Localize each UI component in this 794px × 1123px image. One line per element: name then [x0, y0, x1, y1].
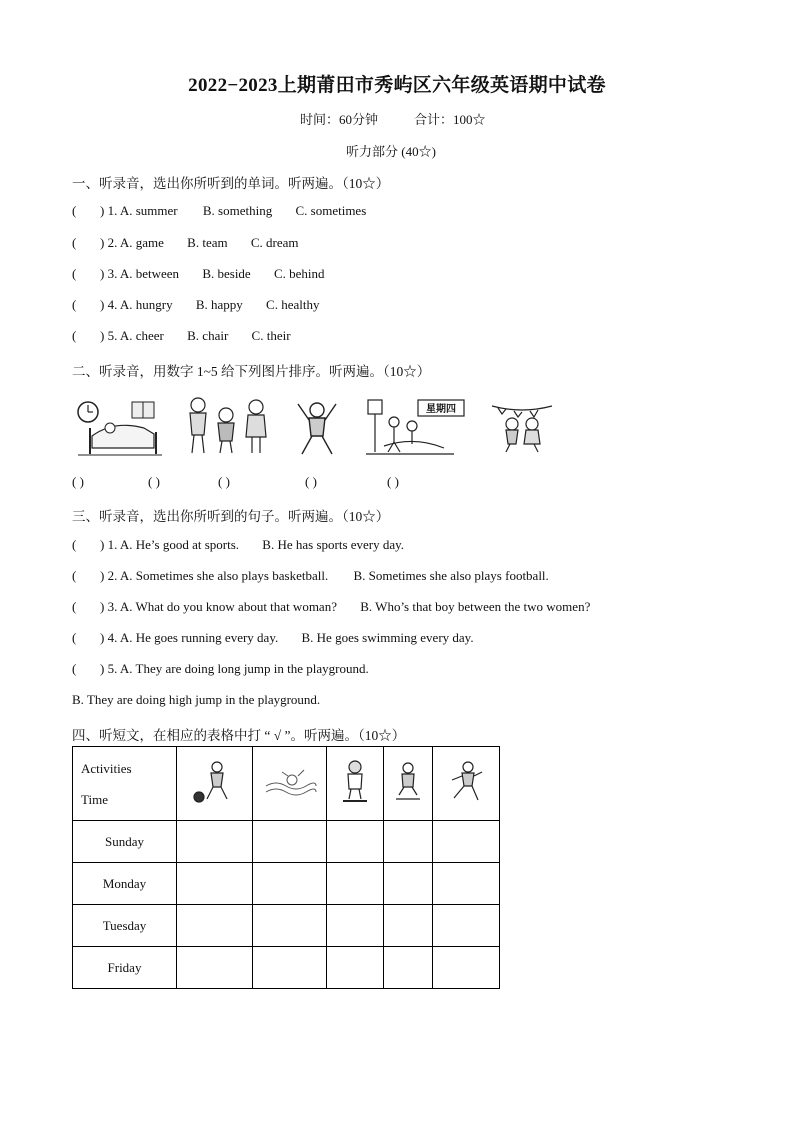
picture-party — [490, 400, 554, 454]
picture-answer-blank[interactable]: ( ) — [305, 474, 317, 489]
exam-total: 合计：100☆ — [414, 112, 486, 127]
section3-question: ( ) 2. A. Sometimes she also plays basketball. B. Sometimes she also plays football. — [72, 568, 549, 583]
section3-q5-option-b: B. They are doing high jump in the playground. — [72, 692, 321, 707]
activity-swimming-icon — [253, 747, 327, 821]
section1-question: ( ) 2. A. game B. team C. dream — [72, 235, 299, 250]
answer-cell[interactable] — [433, 905, 500, 947]
answer-cell[interactable] — [253, 905, 327, 947]
activity-football-icon — [177, 747, 253, 821]
answer-cell[interactable] — [327, 863, 384, 905]
section1-question: ( ) 5. A. cheer B. chair C. their — [72, 328, 291, 343]
picture-answer-blank[interactable]: ( ) — [148, 474, 160, 489]
picture-playground — [364, 396, 468, 458]
section1-question: ( ) 4. A. hungry B. happy C. healthy — [72, 297, 320, 312]
activity-skating-icon — [327, 747, 384, 821]
table-header-cell: Activities Time — [73, 747, 177, 821]
answer-cell[interactable] — [177, 905, 253, 947]
answer-cell[interactable] — [384, 821, 433, 863]
activity-jumping-icon — [384, 747, 433, 821]
page-title: 2022−2023上期莆田市秀屿区六年级英语期中试卷 — [188, 75, 606, 96]
listening-part-label: 听力部分 (40☆) — [346, 144, 436, 159]
day-cell: Sunday — [73, 821, 177, 863]
answer-cell[interactable] — [177, 821, 253, 863]
answer-cell[interactable] — [253, 821, 327, 863]
picture-exercising — [292, 396, 342, 458]
activity-running-icon — [433, 747, 500, 821]
answer-cell[interactable] — [433, 821, 500, 863]
day-cell: Tuesday — [73, 905, 177, 947]
day-cell: Monday — [73, 863, 177, 905]
answer-cell[interactable] — [384, 905, 433, 947]
section2-heading: 二、听录音，用数字 1~5 给下列图片排序。听两遍。（10☆） — [72, 364, 431, 379]
answer-cell[interactable] — [433, 947, 500, 989]
picture-answer-blank[interactable]: ( ) — [72, 474, 84, 489]
answer-cell[interactable] — [177, 863, 253, 905]
section3-question: ( ) 1. A. He’s good at sports. B. He has sports every day. — [72, 537, 405, 552]
section3-question: ( ) 4. A. He goes running every day. B. He goes swimming every day. — [72, 630, 474, 645]
section1-question: ( ) 3. A. between B. beside C. behind — [72, 266, 325, 281]
picture-sign-text: 星期四 — [426, 404, 456, 415]
section3-question: ( ) 3. A. What do you know about that woman? B. Who’s that boy between the two women? — [72, 599, 591, 614]
answer-cell[interactable] — [433, 863, 500, 905]
section3-heading: 三、听录音，选出你所听到的句子。听两遍。（10☆） — [72, 509, 390, 524]
activity-table — [72, 746, 500, 989]
answer-cell[interactable] — [384, 947, 433, 989]
answer-cell[interactable] — [384, 863, 433, 905]
section1-question: ( ) 1. A. summer B. something C. sometimes — [72, 203, 367, 218]
answer-cell[interactable] — [253, 863, 327, 905]
day-cell: Friday — [73, 947, 177, 989]
exam-time: 时间：60分钟 — [300, 112, 379, 127]
section4-heading: 四、听短文，在相应的表格中打 “ √ ”。听两遍。（10☆） — [72, 728, 406, 743]
picture-answer-blank[interactable]: ( ) — [387, 474, 399, 489]
picture-waking-up — [74, 398, 164, 458]
answer-cell[interactable] — [253, 947, 327, 989]
picture-three-children — [180, 395, 272, 457]
answer-cell[interactable] — [327, 905, 384, 947]
section1-heading: 一、听录音，选出你所听到的单词。听两遍。（10☆） — [72, 176, 390, 191]
answer-cell[interactable] — [177, 947, 253, 989]
section3-question: ( ) 5. A. They are doing long jump in the playground. — [72, 661, 369, 676]
answer-cell[interactable] — [327, 947, 384, 989]
picture-answer-blank[interactable]: ( ) — [218, 474, 230, 489]
answer-cell[interactable] — [327, 821, 384, 863]
